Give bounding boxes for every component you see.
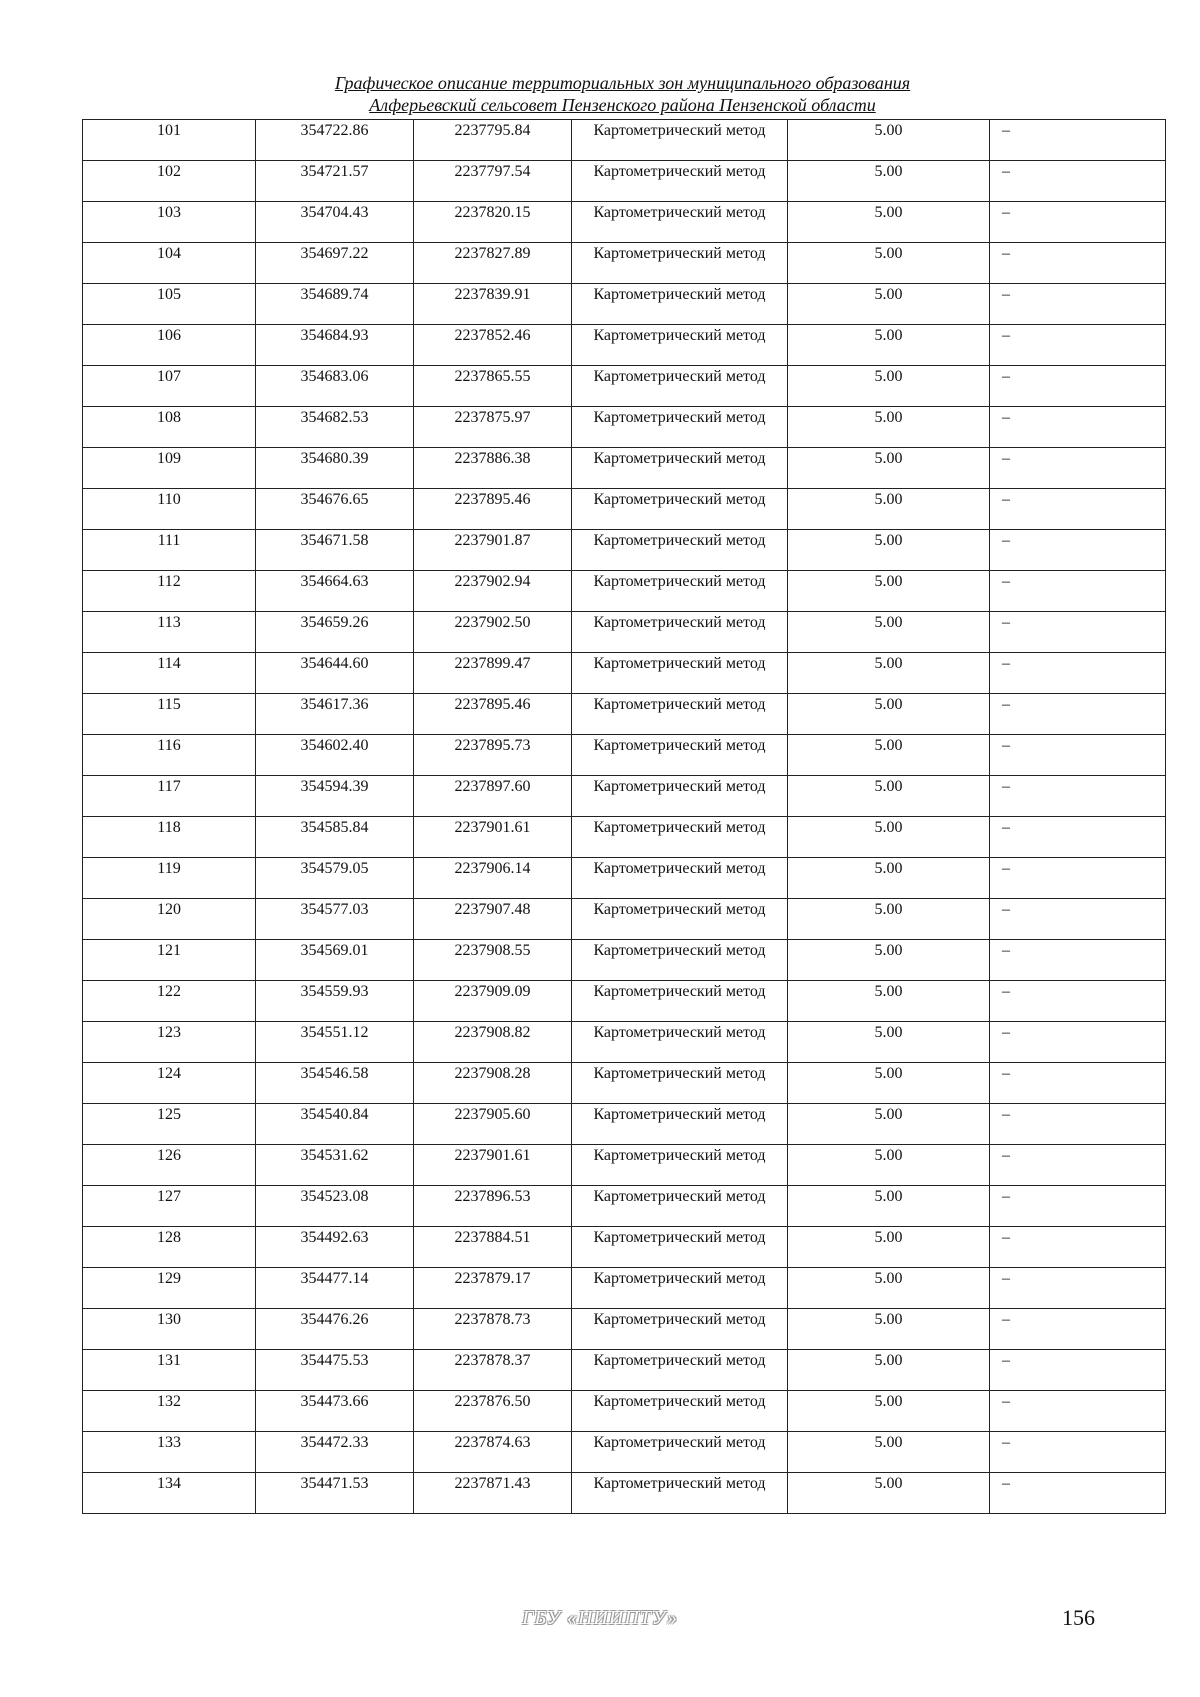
point-number-cell: 124 bbox=[83, 1063, 256, 1104]
table-row bbox=[83, 407, 1166, 448]
table-row bbox=[83, 1432, 1166, 1473]
y-coordinate-cell: 2237874.63 bbox=[414, 1432, 572, 1473]
table-row bbox=[83, 899, 1166, 940]
table-row bbox=[83, 120, 1166, 161]
coordinates-table bbox=[82, 119, 1166, 1514]
note-cell: – bbox=[990, 858, 1166, 899]
table-row bbox=[83, 1104, 1166, 1145]
note-cell: – bbox=[990, 1268, 1166, 1309]
point-number-cell: 114 bbox=[83, 653, 256, 694]
table-row bbox=[83, 325, 1166, 366]
note-cell: – bbox=[990, 694, 1166, 735]
accuracy-cell: 5.00 bbox=[788, 1350, 990, 1391]
y-coordinate-cell: 2237901.61 bbox=[414, 1145, 572, 1186]
method-cell: Картометрический метод bbox=[572, 571, 788, 612]
note-cell: – bbox=[990, 202, 1166, 243]
point-number-cell: 128 bbox=[83, 1227, 256, 1268]
point-number-cell: 104 bbox=[83, 243, 256, 284]
method-cell: Картометрический метод bbox=[572, 243, 788, 284]
point-number-cell: 133 bbox=[83, 1432, 256, 1473]
x-coordinate-cell: 354523.08 bbox=[256, 1186, 414, 1227]
point-number-cell: 125 bbox=[83, 1104, 256, 1145]
x-coordinate-cell: 354697.22 bbox=[256, 243, 414, 284]
y-coordinate-cell: 2237878.73 bbox=[414, 1309, 572, 1350]
x-coordinate-cell: 354617.36 bbox=[256, 694, 414, 735]
method-cell: Картометрический метод bbox=[572, 1350, 788, 1391]
method-cell: Картометрический метод bbox=[572, 1391, 788, 1432]
method-cell: Картометрический метод bbox=[572, 1145, 788, 1186]
note-cell: – bbox=[990, 448, 1166, 489]
method-cell: Картометрический метод bbox=[572, 1186, 788, 1227]
document-header bbox=[80, 72, 1165, 116]
table-row bbox=[83, 571, 1166, 612]
x-coordinate-cell: 354577.03 bbox=[256, 899, 414, 940]
y-coordinate-cell: 2237895.46 bbox=[414, 489, 572, 530]
point-number-cell: 120 bbox=[83, 899, 256, 940]
note-cell: – bbox=[990, 530, 1166, 571]
x-coordinate-cell: 354476.26 bbox=[256, 1309, 414, 1350]
accuracy-cell: 5.00 bbox=[788, 1268, 990, 1309]
y-coordinate-cell: 2237908.55 bbox=[414, 940, 572, 981]
note-cell: – bbox=[990, 1432, 1166, 1473]
method-cell: Картометрический метод bbox=[572, 161, 788, 202]
table-row bbox=[83, 981, 1166, 1022]
point-number-cell: 101 bbox=[83, 120, 256, 161]
y-coordinate-cell: 2237865.55 bbox=[414, 366, 572, 407]
note-cell: – bbox=[990, 899, 1166, 940]
x-coordinate-cell: 354546.58 bbox=[256, 1063, 414, 1104]
note-cell: – bbox=[990, 1227, 1166, 1268]
accuracy-cell: 5.00 bbox=[788, 366, 990, 407]
x-coordinate-cell: 354659.26 bbox=[256, 612, 414, 653]
x-coordinate-cell: 354531.62 bbox=[256, 1145, 414, 1186]
note-cell: – bbox=[990, 1186, 1166, 1227]
point-number-cell: 108 bbox=[83, 407, 256, 448]
y-coordinate-cell: 2237886.38 bbox=[414, 448, 572, 489]
x-coordinate-cell: 354471.53 bbox=[256, 1473, 414, 1514]
x-coordinate-cell: 354569.01 bbox=[256, 940, 414, 981]
point-number-cell: 112 bbox=[83, 571, 256, 612]
note-cell: – bbox=[990, 1473, 1166, 1514]
accuracy-cell: 5.00 bbox=[788, 858, 990, 899]
accuracy-cell: 5.00 bbox=[788, 1391, 990, 1432]
note-cell: – bbox=[990, 612, 1166, 653]
x-coordinate-cell: 354684.93 bbox=[256, 325, 414, 366]
method-cell: Картометрический метод bbox=[572, 653, 788, 694]
method-cell: Картометрический метод bbox=[572, 448, 788, 489]
accuracy-cell: 5.00 bbox=[788, 571, 990, 612]
method-cell: Картометрический метод bbox=[572, 1432, 788, 1473]
accuracy-cell: 5.00 bbox=[788, 817, 990, 858]
point-number-cell: 134 bbox=[83, 1473, 256, 1514]
x-coordinate-cell: 354689.74 bbox=[256, 284, 414, 325]
y-coordinate-cell: 2237878.37 bbox=[414, 1350, 572, 1391]
table-row bbox=[83, 694, 1166, 735]
table-row bbox=[83, 1391, 1166, 1432]
table-row bbox=[83, 612, 1166, 653]
table-row bbox=[83, 284, 1166, 325]
table-row bbox=[83, 448, 1166, 489]
note-cell: – bbox=[990, 489, 1166, 530]
method-cell: Картометрический метод bbox=[572, 694, 788, 735]
note-cell: – bbox=[990, 1309, 1166, 1350]
accuracy-cell: 5.00 bbox=[788, 981, 990, 1022]
method-cell: Картометрический метод bbox=[572, 940, 788, 981]
note-cell: – bbox=[990, 366, 1166, 407]
accuracy-cell: 5.00 bbox=[788, 1432, 990, 1473]
y-coordinate-cell: 2237907.48 bbox=[414, 899, 572, 940]
x-coordinate-cell: 354722.86 bbox=[256, 120, 414, 161]
table-row bbox=[83, 243, 1166, 284]
point-number-cell: 111 bbox=[83, 530, 256, 571]
y-coordinate-cell: 2237909.09 bbox=[414, 981, 572, 1022]
note-cell: – bbox=[990, 1145, 1166, 1186]
method-cell: Картометрический метод bbox=[572, 612, 788, 653]
method-cell: Картометрический метод bbox=[572, 407, 788, 448]
method-cell: Картометрический метод bbox=[572, 325, 788, 366]
table-row bbox=[83, 1063, 1166, 1104]
x-coordinate-cell: 354551.12 bbox=[256, 1022, 414, 1063]
coordinates-table-body bbox=[83, 120, 1166, 1514]
x-coordinate-cell: 354602.40 bbox=[256, 735, 414, 776]
y-coordinate-cell: 2237871.43 bbox=[414, 1473, 572, 1514]
point-number-cell: 121 bbox=[83, 940, 256, 981]
x-coordinate-cell: 354585.84 bbox=[256, 817, 414, 858]
method-cell: Картометрический метод bbox=[572, 776, 788, 817]
note-cell: – bbox=[990, 1350, 1166, 1391]
y-coordinate-cell: 2237902.50 bbox=[414, 612, 572, 653]
note-cell: – bbox=[990, 1104, 1166, 1145]
accuracy-cell: 5.00 bbox=[788, 489, 990, 530]
accuracy-cell: 5.00 bbox=[788, 612, 990, 653]
accuracy-cell: 5.00 bbox=[788, 1186, 990, 1227]
x-coordinate-cell: 354594.39 bbox=[256, 776, 414, 817]
point-number-cell: 115 bbox=[83, 694, 256, 735]
table-row bbox=[83, 1145, 1166, 1186]
note-cell: – bbox=[990, 776, 1166, 817]
note-cell: – bbox=[990, 120, 1166, 161]
table-row bbox=[83, 1227, 1166, 1268]
method-cell: Картометрический метод bbox=[572, 1227, 788, 1268]
accuracy-cell: 5.00 bbox=[788, 161, 990, 202]
point-number-cell: 130 bbox=[83, 1309, 256, 1350]
point-number-cell: 110 bbox=[83, 489, 256, 530]
table-row bbox=[83, 1022, 1166, 1063]
x-coordinate-cell: 354671.58 bbox=[256, 530, 414, 571]
point-number-cell: 118 bbox=[83, 817, 256, 858]
x-coordinate-cell: 354475.53 bbox=[256, 1350, 414, 1391]
point-number-cell: 129 bbox=[83, 1268, 256, 1309]
table-row bbox=[83, 489, 1166, 530]
accuracy-cell: 5.00 bbox=[788, 899, 990, 940]
method-cell: Картометрический метод bbox=[572, 489, 788, 530]
method-cell: Картометрический метод bbox=[572, 284, 788, 325]
point-number-cell: 107 bbox=[83, 366, 256, 407]
y-coordinate-cell: 2237902.94 bbox=[414, 571, 572, 612]
accuracy-cell: 5.00 bbox=[788, 530, 990, 571]
point-number-cell: 127 bbox=[83, 1186, 256, 1227]
y-coordinate-cell: 2237906.14 bbox=[414, 858, 572, 899]
method-cell: Картометрический метод bbox=[572, 530, 788, 571]
y-coordinate-cell: 2237827.89 bbox=[414, 243, 572, 284]
accuracy-cell: 5.00 bbox=[788, 284, 990, 325]
accuracy-cell: 5.00 bbox=[788, 1022, 990, 1063]
note-cell: – bbox=[990, 1063, 1166, 1104]
accuracy-cell: 5.00 bbox=[788, 1145, 990, 1186]
y-coordinate-cell: 2237896.53 bbox=[414, 1186, 572, 1227]
x-coordinate-cell: 354704.43 bbox=[256, 202, 414, 243]
method-cell: Картометрический метод bbox=[572, 366, 788, 407]
y-coordinate-cell: 2237899.47 bbox=[414, 653, 572, 694]
y-coordinate-cell: 2237897.60 bbox=[414, 776, 572, 817]
point-number-cell: 122 bbox=[83, 981, 256, 1022]
x-coordinate-cell: 354644.60 bbox=[256, 653, 414, 694]
method-cell: Картометрический метод bbox=[572, 1309, 788, 1350]
note-cell: – bbox=[990, 161, 1166, 202]
point-number-cell: 109 bbox=[83, 448, 256, 489]
note-cell: – bbox=[990, 407, 1166, 448]
point-number-cell: 105 bbox=[83, 284, 256, 325]
point-number-cell: 132 bbox=[83, 1391, 256, 1432]
y-coordinate-cell: 2237905.60 bbox=[414, 1104, 572, 1145]
y-coordinate-cell: 2237839.91 bbox=[414, 284, 572, 325]
table-row bbox=[83, 817, 1166, 858]
note-cell: – bbox=[990, 571, 1166, 612]
table-row bbox=[83, 1309, 1166, 1350]
accuracy-cell: 5.00 bbox=[788, 694, 990, 735]
point-number-cell: 131 bbox=[83, 1350, 256, 1391]
table-row bbox=[83, 1268, 1166, 1309]
table-row bbox=[83, 366, 1166, 407]
method-cell: Картометрический метод bbox=[572, 735, 788, 776]
accuracy-cell: 5.00 bbox=[788, 448, 990, 489]
x-coordinate-cell: 354579.05 bbox=[256, 858, 414, 899]
table-row bbox=[83, 940, 1166, 981]
point-number-cell: 123 bbox=[83, 1022, 256, 1063]
x-coordinate-cell: 354683.06 bbox=[256, 366, 414, 407]
method-cell: Картометрический метод bbox=[572, 981, 788, 1022]
table-row bbox=[83, 161, 1166, 202]
method-cell: Картометрический метод bbox=[572, 1022, 788, 1063]
accuracy-cell: 5.00 bbox=[788, 120, 990, 161]
accuracy-cell: 5.00 bbox=[788, 202, 990, 243]
method-cell: Картометрический метод bbox=[572, 120, 788, 161]
note-cell: – bbox=[990, 653, 1166, 694]
accuracy-cell: 5.00 bbox=[788, 1063, 990, 1104]
point-number-cell: 103 bbox=[83, 202, 256, 243]
method-cell: Картометрический метод bbox=[572, 1104, 788, 1145]
x-coordinate-cell: 354680.39 bbox=[256, 448, 414, 489]
point-number-cell: 117 bbox=[83, 776, 256, 817]
header-line-2: Алферьевский сельсовет Пензенского района Пензенской области bbox=[369, 95, 876, 115]
accuracy-cell: 5.00 bbox=[788, 1309, 990, 1350]
table-row bbox=[83, 1473, 1166, 1514]
table-row bbox=[83, 858, 1166, 899]
x-coordinate-cell: 354676.65 bbox=[256, 489, 414, 530]
x-coordinate-cell: 354492.63 bbox=[256, 1227, 414, 1268]
x-coordinate-cell: 354477.14 bbox=[256, 1268, 414, 1309]
accuracy-cell: 5.00 bbox=[788, 325, 990, 366]
y-coordinate-cell: 2237879.17 bbox=[414, 1268, 572, 1309]
point-number-cell: 106 bbox=[83, 325, 256, 366]
x-coordinate-cell: 354472.33 bbox=[256, 1432, 414, 1473]
method-cell: Картометрический метод bbox=[572, 1473, 788, 1514]
footer-organization: ГБУ «НИИПТУ» bbox=[522, 1607, 678, 1629]
y-coordinate-cell: 2237901.61 bbox=[414, 817, 572, 858]
table-row bbox=[83, 530, 1166, 571]
accuracy-cell: 5.00 bbox=[788, 1473, 990, 1514]
y-coordinate-cell: 2237895.46 bbox=[414, 694, 572, 735]
y-coordinate-cell: 2237908.82 bbox=[414, 1022, 572, 1063]
y-coordinate-cell: 2237895.73 bbox=[414, 735, 572, 776]
method-cell: Картометрический метод bbox=[572, 858, 788, 899]
table-row bbox=[83, 1350, 1166, 1391]
note-cell: – bbox=[990, 981, 1166, 1022]
point-number-cell: 126 bbox=[83, 1145, 256, 1186]
accuracy-cell: 5.00 bbox=[788, 1227, 990, 1268]
accuracy-cell: 5.00 bbox=[788, 407, 990, 448]
header-line-1: Графическое описание территориальных зон муниципального образования bbox=[334, 73, 911, 93]
table-row bbox=[83, 653, 1166, 694]
note-cell: – bbox=[990, 1391, 1166, 1432]
page-number: 156 bbox=[1062, 1605, 1095, 1630]
accuracy-cell: 5.00 bbox=[788, 653, 990, 694]
method-cell: Картометрический метод bbox=[572, 1268, 788, 1309]
y-coordinate-cell: 2237884.51 bbox=[414, 1227, 572, 1268]
note-cell: – bbox=[990, 817, 1166, 858]
table-row bbox=[83, 202, 1166, 243]
method-cell: Картометрический метод bbox=[572, 899, 788, 940]
x-coordinate-cell: 354473.66 bbox=[256, 1391, 414, 1432]
y-coordinate-cell: 2237795.84 bbox=[414, 120, 572, 161]
point-number-cell: 102 bbox=[83, 161, 256, 202]
accuracy-cell: 5.00 bbox=[788, 243, 990, 284]
y-coordinate-cell: 2237875.97 bbox=[414, 407, 572, 448]
note-cell: – bbox=[990, 325, 1166, 366]
note-cell: – bbox=[990, 284, 1166, 325]
method-cell: Картометрический метод bbox=[572, 1063, 788, 1104]
x-coordinate-cell: 354721.57 bbox=[256, 161, 414, 202]
x-coordinate-cell: 354682.53 bbox=[256, 407, 414, 448]
x-coordinate-cell: 354664.63 bbox=[256, 571, 414, 612]
y-coordinate-cell: 2237901.87 bbox=[414, 530, 572, 571]
table-row bbox=[83, 1186, 1166, 1227]
x-coordinate-cell: 354559.93 bbox=[256, 981, 414, 1022]
note-cell: – bbox=[990, 1022, 1166, 1063]
accuracy-cell: 5.00 bbox=[788, 1104, 990, 1145]
y-coordinate-cell: 2237876.50 bbox=[414, 1391, 572, 1432]
x-coordinate-cell: 354540.84 bbox=[256, 1104, 414, 1145]
accuracy-cell: 5.00 bbox=[788, 940, 990, 981]
y-coordinate-cell: 2237852.46 bbox=[414, 325, 572, 366]
note-cell: – bbox=[990, 735, 1166, 776]
y-coordinate-cell: 2237797.54 bbox=[414, 161, 572, 202]
accuracy-cell: 5.00 bbox=[788, 776, 990, 817]
accuracy-cell: 5.00 bbox=[788, 735, 990, 776]
y-coordinate-cell: 2237908.28 bbox=[414, 1063, 572, 1104]
table-row bbox=[83, 776, 1166, 817]
point-number-cell: 116 bbox=[83, 735, 256, 776]
method-cell: Картометрический метод bbox=[572, 202, 788, 243]
point-number-cell: 113 bbox=[83, 612, 256, 653]
method-cell: Картометрический метод bbox=[572, 817, 788, 858]
note-cell: – bbox=[990, 940, 1166, 981]
table-row bbox=[83, 735, 1166, 776]
point-number-cell: 119 bbox=[83, 858, 256, 899]
note-cell: – bbox=[990, 243, 1166, 284]
y-coordinate-cell: 2237820.15 bbox=[414, 202, 572, 243]
